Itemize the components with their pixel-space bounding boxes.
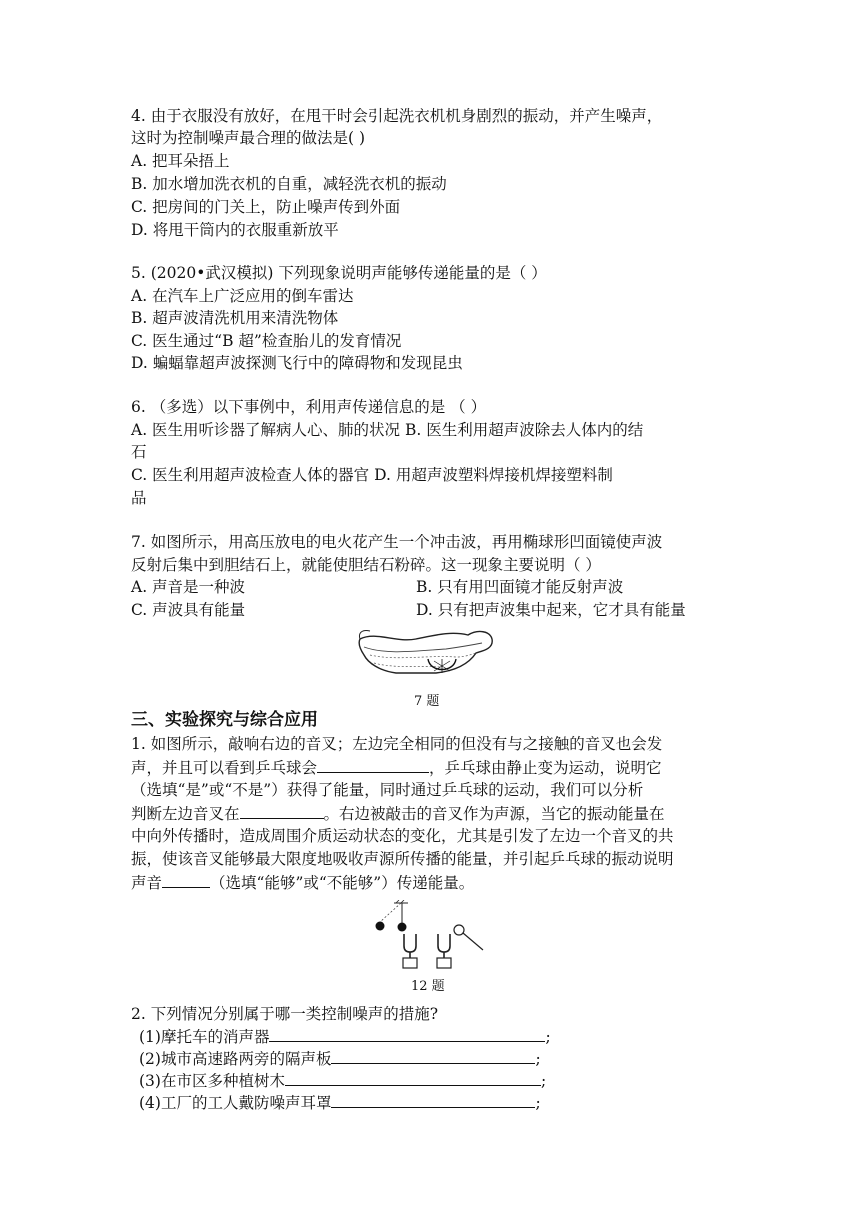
answer-blank-7[interactable] <box>331 1091 535 1108</box>
q4-stem-line1: 4. 由于衣服没有放好，在甩干时会引起洗衣机机身剧烈的振动，并产生噪声， <box>131 107 663 125</box>
s3-q1-line5: 中向外传播时，造成周围介质运动状态的变化，尤其是引发了左边一个音叉的共 <box>131 827 674 845</box>
q4-option-d: D. 将甩干筒内的衣服重新放平 <box>131 221 339 239</box>
s3-q2-item-4 <box>139 1091 541 1114</box>
q7-stem-line2: 反射后集中到胆结石上，就能使胆结石粉碎。这一现象主要说明（ ） <box>131 556 601 574</box>
s3-q2-item-2 <box>139 1047 541 1070</box>
q5-option-b: B. 超声波清洗机用来清洗物体 <box>131 309 339 327</box>
q5-stem: 5. (2020•武汉模拟) 下列现象说明声能够传递能量的是（ ） <box>131 264 547 282</box>
q5-option-d: D. 蝙蝠靠超声波探测飞行中的障碍物和发现昆虫 <box>131 354 463 372</box>
s3-q1-line6: 振，使该音叉能够最大限度地吸收声源所传播的能量，并引起乒乓球的振动说明 <box>131 850 674 868</box>
q4-option-c: C. 把房间的门关上，防止噪声传到外面 <box>131 198 401 216</box>
s3-q1-line4 <box>131 802 665 825</box>
q7-option-b: B. 只有用凹面镜才能反射声波 <box>416 578 624 596</box>
end-mark: ; <box>535 1050 541 1068</box>
s3-q2-item-4-text: (4)工厂的工人戴防噪声耳罩 <box>139 1094 332 1112</box>
q12-figure-caption: 12 题 <box>411 979 445 994</box>
q4-option-b: B. 加水增加洗衣机的自重，减轻洗衣机的振动 <box>131 175 447 193</box>
q5-option-c: C. 医生通过“B 超”检查胎儿的发育情况 <box>131 332 402 350</box>
q7-figure-caption: 7 题 <box>414 694 440 709</box>
s3-q1-line2-a: 声，并且可以看到乒乓球会 <box>131 759 318 777</box>
q6-line2: 石 <box>131 443 147 461</box>
s3-q1-line7-b: （选填“能够”或“不能够”）传递能量。 <box>210 874 475 892</box>
s3-q1-line4-b: 。右边被敲击的音叉作为声源，当它的振动能量在 <box>323 805 665 823</box>
q4-option-a: A. 把耳朵捂上 <box>131 152 230 170</box>
end-mark: ; <box>540 1072 547 1090</box>
answer-blank-5[interactable] <box>331 1047 535 1064</box>
q6-line3: C. 医生利用超声波检查人体的器官 D. 用超声波塑料焊接机焊接塑料制 <box>131 466 613 484</box>
s3-q2-item-1-text: (1)摩托车的消声器 <box>139 1028 270 1046</box>
section3-title: 三、实验探究与综合应用 <box>131 710 318 730</box>
answer-blank-6[interactable] <box>285 1069 541 1086</box>
s3-q1-line1: 1. 如图所示，敲响右边的音叉；左边完全相同的但没有与之接触的音叉也会发 <box>131 735 663 753</box>
q6-line1: A. 医生用听诊器了解病人心、肺的状况 B. 医生利用超声波除去人体内的结 <box>131 421 644 439</box>
tuning-fork-figure <box>368 900 488 972</box>
s3-q2-item-2-text: (2)城市高速路两旁的隔声板 <box>139 1050 332 1068</box>
q7-option-a: A. 声音是一种波 <box>131 578 246 596</box>
q7-stem-line1: 7. 如图所示，用高压放电的电火花产生一个冲击波，再用椭球形凹面镜使声波 <box>131 533 663 551</box>
answer-blank-2[interactable] <box>240 802 324 819</box>
q7-option-c: C. 声波具有能量 <box>131 601 246 619</box>
lithotripsy-figure <box>356 625 496 687</box>
s3-q1-line4-a: 判断左边音叉在 <box>131 805 240 823</box>
answer-blank-3[interactable] <box>162 871 210 888</box>
s3-q1-line2 <box>131 756 662 779</box>
q6-line4: 品 <box>131 489 147 507</box>
q6-stem: 6. （多选）以下事例中，利用声传递信息的是 （ ） <box>131 398 487 416</box>
s3-q1-line7-a: 声音 <box>131 874 163 892</box>
s3-q2-item-1 <box>139 1025 551 1048</box>
s3-q2-item-3-text: (3)在市区多种植树木 <box>139 1072 285 1090</box>
answer-blank-1[interactable] <box>317 756 429 773</box>
s3-q1-line7 <box>131 871 474 894</box>
s3-q2-stem: 2. 下列情况分别属于哪一类控制噪声的措施? <box>131 1005 439 1023</box>
end-mark: ; <box>545 1028 551 1046</box>
q7-option-d: D. 只有把声波集中起来，它才具有能量 <box>416 601 686 619</box>
q5-option-a: A. 在汽车上广泛应用的倒车雷达 <box>131 287 354 305</box>
q4-stem-line2: 这时为控制噪声最合理的做法是( ) <box>131 129 366 147</box>
s3-q2-item-3 <box>139 1069 546 1092</box>
end-mark: ; <box>535 1094 541 1112</box>
s3-q1-line2-b: ，乒乓球由静止变为运动，说明它 <box>429 759 662 777</box>
answer-blank-4[interactable] <box>269 1025 545 1042</box>
s3-q1-line3: （选填“是”或“不是”）获得了能量，同时通过乒乓球的运动，我们可以分析 <box>131 781 644 799</box>
